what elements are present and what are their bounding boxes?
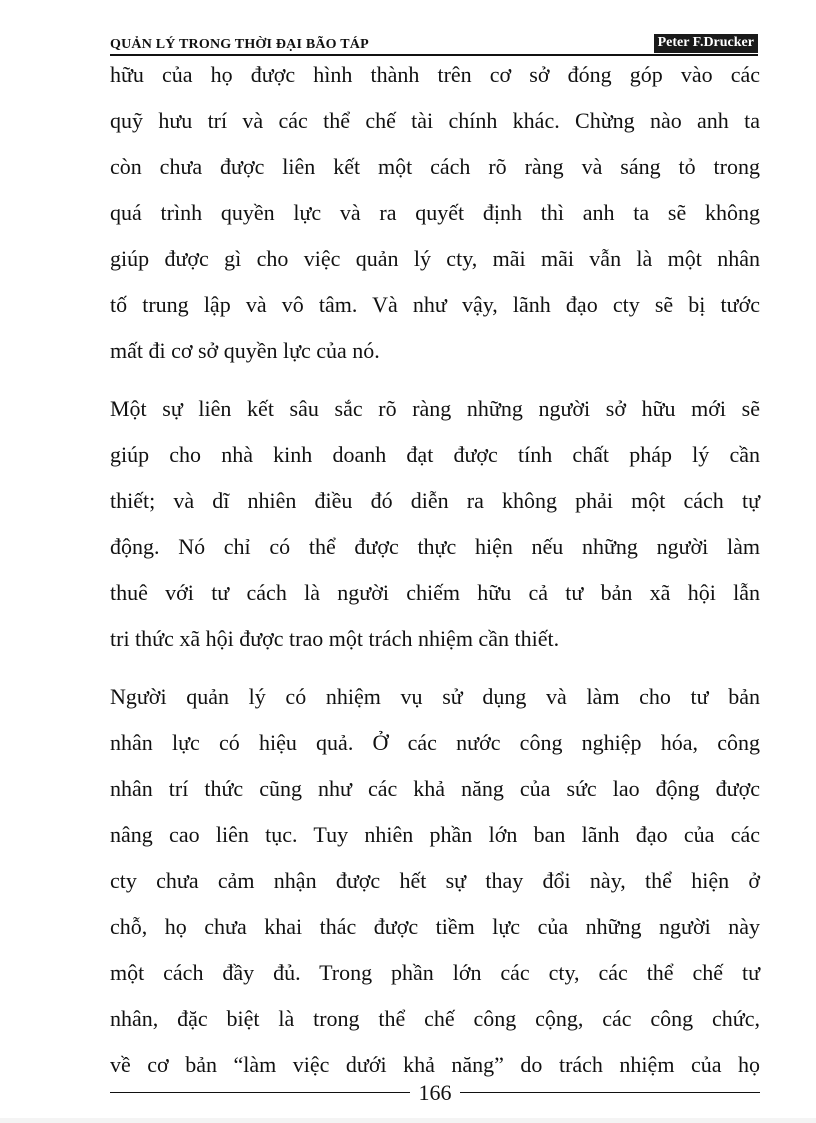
page-body <box>110 52 760 1088</box>
text-line: cty chưa cảm nhận được hết sự thay đổi này, thể hiện ở <box>110 868 760 893</box>
text-line: quá trình quyền lực và ra quyết định thì anh ta sẽ không <box>110 200 760 225</box>
text-line: nhân trí thức cũng như các khả năng của sức lao động được <box>110 776 760 801</box>
text-line: một cách đầy đủ. Trong phần lớn các cty, các thể chế tư <box>110 960 760 985</box>
paragraph-1 <box>110 52 760 374</box>
text-line: chỗ, họ chưa khai thác được tiềm lực của những người này <box>110 914 760 939</box>
footer-rule-right <box>460 1092 760 1093</box>
text-line: Một sự liên kết sâu sắc rõ ràng những người sở hữu mới sẽ <box>110 396 760 421</box>
footer-rule-left <box>110 1092 410 1093</box>
text-line: quỹ hưu trí và các thể chế tài chính khác. Chừng nào anh ta <box>110 108 760 133</box>
text-line: thuê với tư cách là người chiếm hữu cả tư bản xã hội lẫn <box>110 580 760 605</box>
text-line: nhân lực có hiệu quả. Ở các nước công nghiệp hóa, công <box>110 730 760 755</box>
header-title: QUẢN LÝ TRONG THỜI ĐẠI BÃO TÁP <box>110 37 369 52</box>
text-line: giúp cho nhà kinh doanh đạt được tính chất pháp lý cần <box>110 442 760 467</box>
text-line: về cơ bản “làm việc dưới khả năng” do trách nhiệm của họ <box>110 1052 760 1077</box>
text-line: nhân, đặc biệt là trong thể chế công cộng, các công chức, <box>110 1006 760 1031</box>
text-line: hữu của họ được hình thành trên cơ sở đóng góp vào các <box>110 62 760 87</box>
page-footer <box>110 1080 760 1104</box>
header-author: Peter F.Drucker <box>654 34 758 53</box>
paragraph-2 <box>110 386 760 662</box>
paragraph-3 <box>110 674 760 1088</box>
text-line: mất đi cơ sở quyền lực của nó. <box>110 338 380 363</box>
text-line: giúp được gì cho việc quản lý cty, mãi mãi vẫn là một nhân <box>110 246 760 271</box>
page-number: 166 <box>418 1080 452 1105</box>
text-line: động. Nó chỉ có thể được thực hiện nếu những người làm <box>110 534 760 559</box>
text-line: tri thức xã hội được trao một trách nhiệm cần thiết. <box>110 626 560 651</box>
text-line: còn chưa được liên kết một cách rõ ràng và sáng tỏ trong <box>110 154 760 179</box>
page-edge-shadow <box>0 1118 816 1123</box>
text-line: Người quản lý có nhiệm vụ sử dụng và làm cho tư bản <box>110 684 760 709</box>
text-line: nâng cao liên tục. Tuy nhiên phần lớn ban lãnh đạo của các <box>110 822 760 847</box>
text-line: tố trung lập và vô tâm. Và như vậy, lãnh đạo cty sẽ bị tước <box>110 292 760 317</box>
text-line: thiết; và dĩ nhiên điều đó diễn ra không phải một cách tự <box>110 488 760 513</box>
